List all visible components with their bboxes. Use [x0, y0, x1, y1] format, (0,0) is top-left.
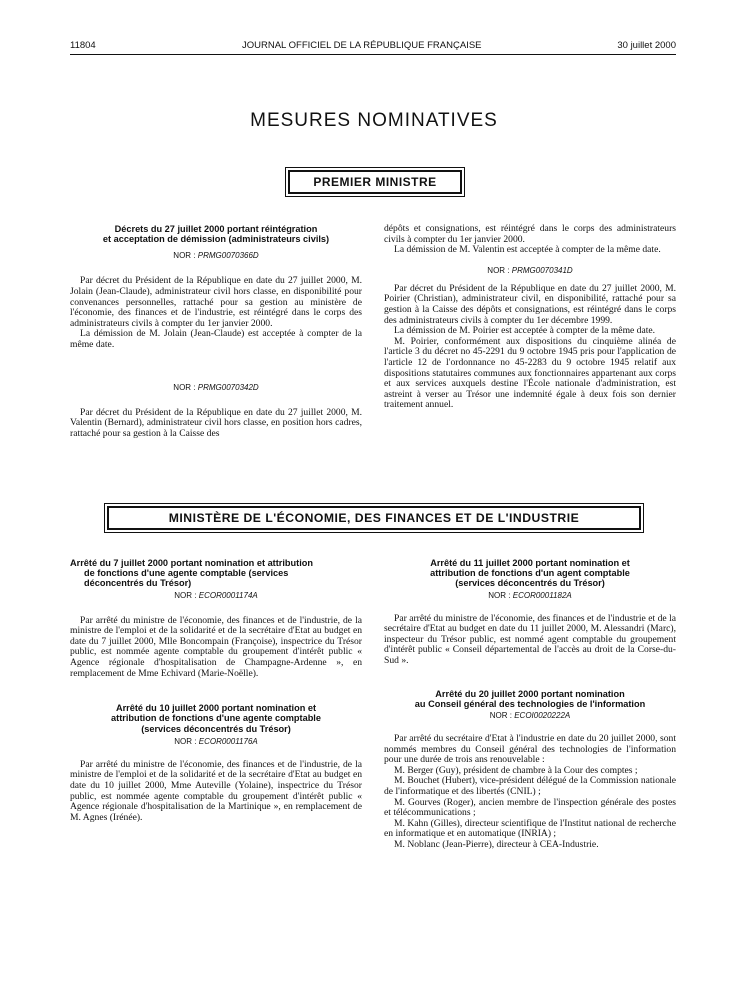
arrete-heading — [384, 689, 676, 709]
paragraph: Par arrêté du ministre de l'économie, des finances et de l'industrie et de la secrétaire d'Etat au budget en date du 11 juillet 2000, M. Alessandri (Marc), inspecteur du Trésor public, est nommé agent comptable du groupement d'intérêt public « Conseil départemental de l'accès au droit de la Corse-du-Sud ». — [384, 612, 676, 666]
heading-line: Arrêté du 10 juillet 2000 portant nomination et — [115, 703, 317, 714]
section-title-box — [104, 503, 644, 533]
page-number: 11804 — [70, 40, 96, 51]
member-entry: M. Bouchet (Hubert), vice-président délégué de la Commission nationale de l'informatique et des libertés (CNIL) ; — [384, 775, 676, 797]
nor-reference: NOR : ECOI0020222A — [489, 710, 571, 720]
nor-reference: NOR : PRMG0070341D — [487, 265, 573, 275]
heading-line: (services déconcentrés du Trésor) — [141, 723, 291, 734]
heading-line: (services déconcentrés du Trésor) — [455, 578, 605, 589]
section1-right-column — [384, 224, 676, 411]
page-title: MESURES NOMINATIVES — [250, 110, 498, 131]
heading-line: Arrêté du 11 juillet 2000 portant nomination et — [430, 558, 630, 568]
header-rule — [70, 54, 676, 55]
section-title: PREMIER MINISTRE — [288, 170, 462, 194]
member-entry: M. Berger (Guy), président de chambre à la Cour des comptes ; — [394, 764, 638, 776]
nor-reference: NOR : PRMG0070366D — [173, 251, 259, 261]
paragraph: Par décret du Président de la République en date du 27 juillet 2000, M. Poirier (Christian), administrateur civil, en disponibilité, rattaché pour sa gestion à la Caisse des dépôts et consignations, est réintégré dans le corps des administrateurs civils à compter du 1er décembre 1999. — [384, 282, 676, 326]
heading-line: Arrêté du 7 juillet 2000 portant nomination et attribution — [70, 558, 313, 568]
paragraph: dépôts et consignations, est réintégré dans le corps des administrateurs civils à compter du 1er janvier 2000. — [384, 223, 676, 245]
section2-right-column — [384, 558, 676, 851]
section2-left-column — [70, 558, 362, 823]
heading-line: attribution de fonctions d'une agente comptable — [111, 713, 321, 724]
heading-line: Arrêté du 20 juillet 2000 portant nomination — [435, 688, 625, 699]
section-title-box — [285, 167, 465, 197]
nor-code: ECOR0001176A — [198, 736, 258, 746]
paragraph: Par arrêté du ministre de l'économie, des finances et de l'industrie, de la ministre de l'emploi et de la solidarité et de la secrétaire d'Etat au budget en date du 7 juillet 2000, Mlle Boncompain (Françoise), inspectrice du Trésor public, est nommée agente comptable du groupement d'intérêt public « Agence régionale d'hospitalisation de Champagne-Ardenne », en remplacement de Mme Echivard (Marie-Noëlle). — [70, 614, 362, 679]
nor-reference: NOR : ECOR0001174A — [174, 590, 258, 600]
arrete-heading — [70, 703, 362, 734]
arrete-heading — [70, 558, 362, 589]
paragraph: Par arrêté du ministre de l'économie, des finances et de l'industrie, de la ministre de l'emploi et de la solidarité et de la secrétaire d'Etat au budget en date du 10 juillet 2000, Mme Auteville (Yolaine), inspectrice du Trésor public, est nommée agente comptable du groupement d'intérêt public « Agence régionale d'hospitalisation de la Martinique », en remplacement de M. Agnes (Irénée). — [70, 758, 362, 823]
paragraph: Par arrêté du secrétaire d'Etat à l'industrie en date du 20 juillet 2000, sont nommés membres du Conseil général des technologies de l'information pour une durée de trois ans renouvelable : — [384, 732, 676, 766]
running-header — [70, 40, 676, 54]
nor-reference: NOR : ECOR0001182A — [488, 590, 572, 600]
nor-code: ECOR0001174A — [198, 590, 258, 600]
nor-code: ECOR0001182A — [512, 590, 572, 600]
section-title: MINISTÈRE DE L'ÉCONOMIE, DES FINANCES ET DE L'INDUSTRIE — [107, 506, 641, 530]
member-entry: M. Kahn (Gilles), directeur scientifique de l'Institut national de recherche en informatique et en automatique (INRIA) ; — [384, 817, 676, 840]
section1-left-column — [70, 224, 362, 439]
nor-code: PRMG0070342D — [197, 382, 259, 392]
paragraph: La démission de M. Valentin est acceptée à compter de la même date. — [394, 244, 661, 256]
heading-line: Décrets du 27 juillet 2000 portant réintégration — [114, 224, 318, 234]
heading-line: et acceptation de démission (administrateurs civils) — [102, 234, 330, 245]
member-entry: M. Gourves (Roger), ancien membre de l'inspection générale des postes et télécommunications ; — [384, 796, 676, 819]
heading-line: attribution de fonctions d'un agent comptable — [430, 568, 630, 579]
paragraph: Par décret du Président de la République en date du 27 juillet 2000, M. Valentin (Bernard), administrateur civil hors classe, en position hors cadres, rattaché pour sa gestion à la Caisse des — [70, 406, 362, 439]
decree-heading — [70, 224, 362, 244]
nor-code: PRMG0070366D — [197, 251, 259, 261]
nor-reference: NOR : PRMG0070342D — [173, 382, 259, 392]
nor-reference: NOR : ECOR0001176A — [174, 736, 258, 746]
heading-line: au Conseil général des technologies de l'information — [414, 698, 646, 709]
heading-line: déconcentrés du Trésor) — [84, 578, 192, 589]
paragraph: M. Poirier, conformément aux dispositions du cinquième alinéa de l'article 3 du décret no 45-2291 du 9 octobre 1945 pris pour l'application de l'article 12 de l'ordonnance no 45-2283 du 9 octobre 1945 relatif aux dispositions statutaires communes aux fonctionnaires appartenant aux corps et aux services auxquels destine l'École nationale d'administration, est astreint à verser au Trésor une indemnité égale à deux fois son dernier traitement annuel. — [384, 335, 676, 411]
journal-title: JOURNAL OFFICIEL DE LA RÉPUBLIQUE FRANÇAISE — [242, 40, 482, 51]
paragraph: La démission de M. Poirier est acceptée à compter de la même date. — [394, 325, 656, 337]
arrete-heading — [384, 558, 676, 589]
member-entry: M. Noblanc (Jean-Pierre), directeur à CEA-Industrie. — [394, 838, 599, 850]
paragraph: Par décret du Président de la République en date du 27 juillet 2000, M. Jolain (Jean-Claude), administrateur civil hors classe, en disponibilité pour convenances personnelles, rattaché pour sa gestion au ministère de l'économie, des finances et de l'industrie, est réintégré dans le corps des administrateurs civils à compter du 1er janvier 2000. — [70, 275, 362, 329]
heading-line: de fonctions d'une agente comptable (services — [84, 568, 289, 579]
paragraph: La démission de M. Jolain (Jean-Claude) est acceptée à compter de la même date. — [70, 328, 362, 350]
nor-code: ECOI0020222A — [514, 710, 571, 720]
issue-date: 30 juillet 2000 — [617, 40, 676, 51]
nor-code: PRMG0070341D — [511, 265, 573, 275]
